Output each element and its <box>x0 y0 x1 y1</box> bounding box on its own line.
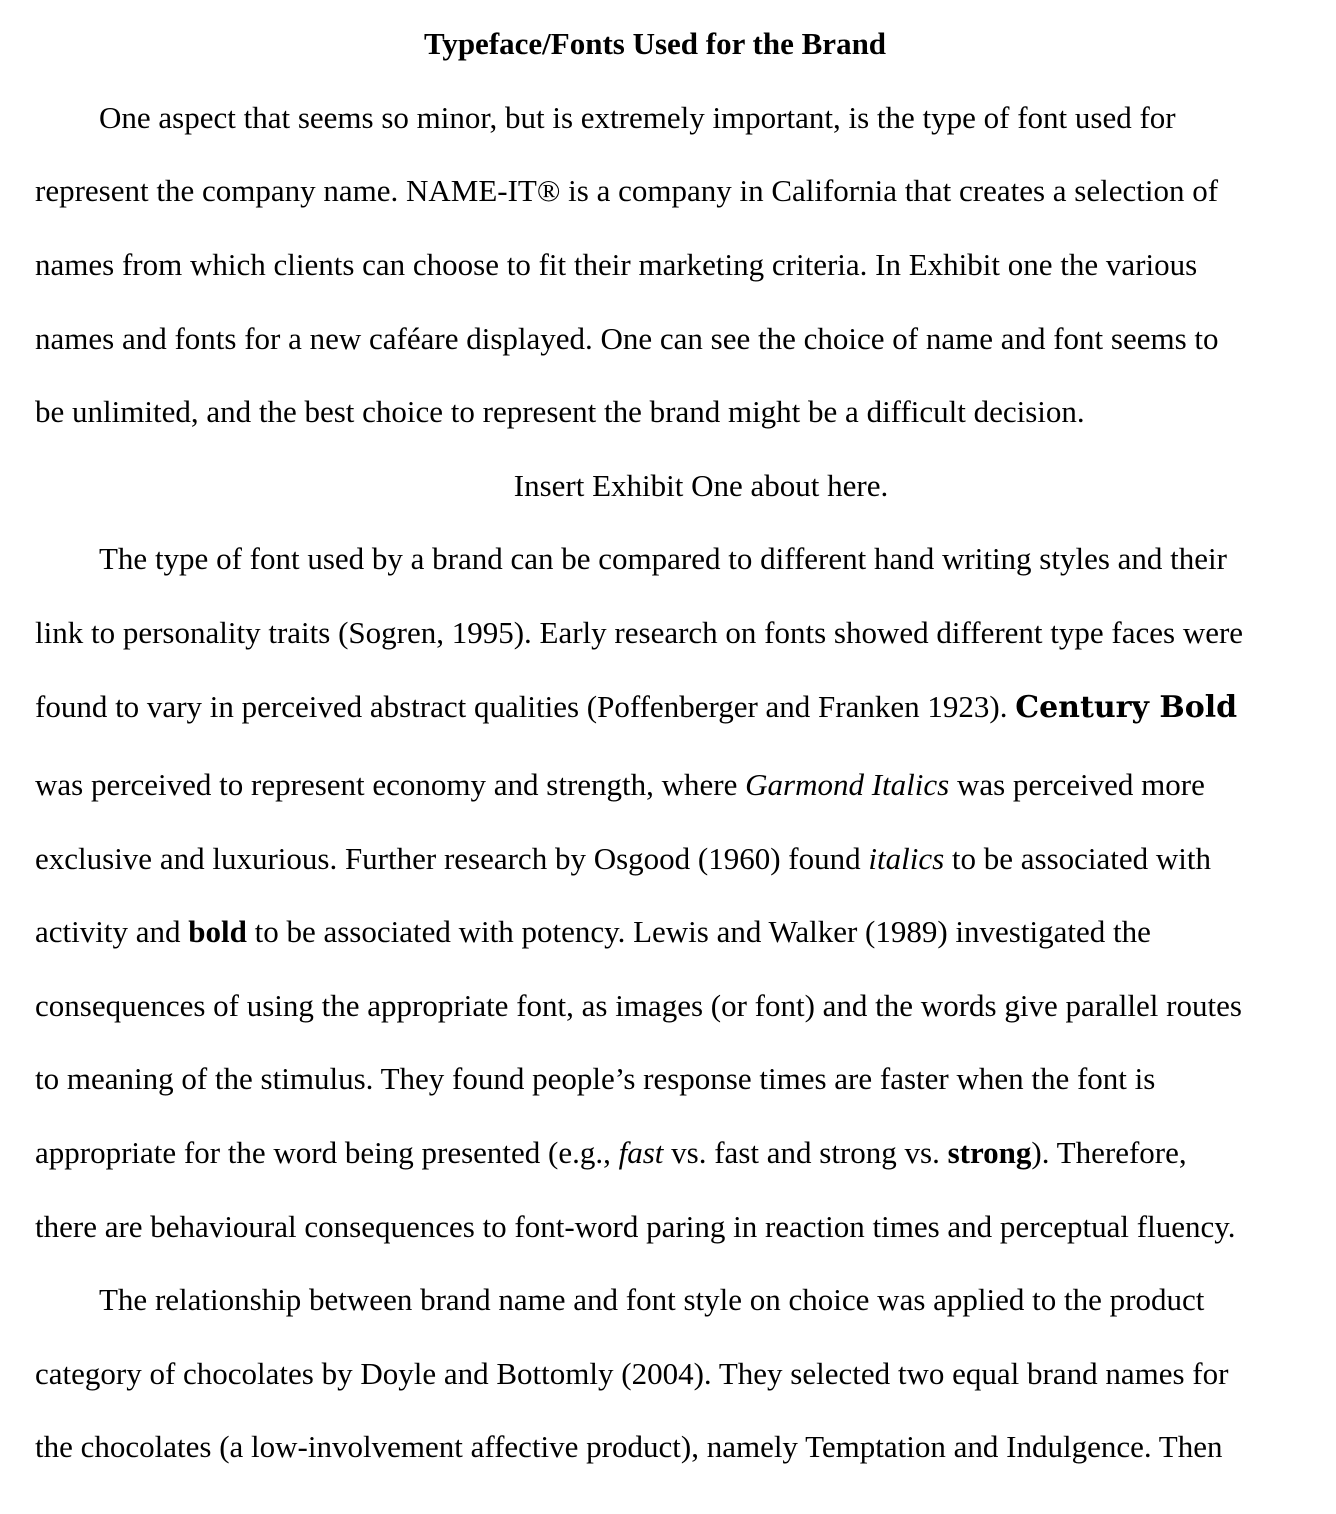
paragraph-line <box>35 839 1211 879</box>
text-run: exclusive and luxurious. Further research by Osgood (1960) found <box>35 841 869 876</box>
text-run: ). Therefore, <box>1031 1135 1187 1170</box>
paragraph-line <box>35 687 1237 727</box>
paragraph-line <box>35 765 1205 805</box>
paragraph-line: to meaning of the stimulus. They found people’s response times are faster when the font is <box>35 1061 1156 1096</box>
text-run: was perceived more <box>949 767 1205 802</box>
text-run: was perceived to represent economy and strength, where <box>35 767 746 802</box>
text-run: found to vary in perceived abstract qualities (Poffenberger and Franken 1923). <box>35 689 1016 724</box>
paragraph-line: One aspect that seems so minor, but is extremely important, is the type of font used for <box>99 100 1176 135</box>
paragraph-line <box>35 912 1151 952</box>
paragraph-line: consequences of using the appropriate font, as images (or font) and the words give parallel routes <box>35 988 1242 1023</box>
paragraph-line: link to personality traits (Sogren, 1995). Early research on fonts showed different type faces were <box>35 615 1244 650</box>
text-run: activity and <box>35 914 189 949</box>
paragraph-line: names and fonts for a new caféare displayed. One can see the choice of name and font seems to <box>35 321 1219 356</box>
paragraph-line: category of chocolates by Doyle and Bottomly (2004). They selected two equal brand names for <box>35 1356 1229 1391</box>
text-run: appropriate for the word being presented (e.g., <box>35 1135 619 1170</box>
paragraph-line: there are behavioural consequences to font-word paring in reaction times and perceptual fluency. <box>35 1209 1236 1244</box>
text-run: vs. fast and strong vs. <box>663 1135 948 1170</box>
italic-word: italics <box>868 841 945 876</box>
text-run: to be associated with potency. Lewis and Walker (1989) investigated the <box>246 914 1151 949</box>
paragraph-line: be unlimited, and the best choice to represent the brand might be a difficult decision. <box>35 394 1085 429</box>
italic-word: fast <box>618 1135 664 1170</box>
garmond-italics-sample: Garmond Italics <box>745 767 950 802</box>
section-heading: Typeface/Fonts Used for the Brand <box>423 26 887 61</box>
paragraph-line: the chocolates (a low-involvement affective product), namely Temptation and Indulgence. Then <box>35 1429 1223 1464</box>
bold-word: bold <box>188 914 247 949</box>
text-run: to be associated with <box>944 841 1212 876</box>
paragraph-line: names from which clients can choose to fit their marketing criteria. In Exhibit one the various <box>35 247 1198 282</box>
paragraph-line: The type of font used by a brand can be compared to different hand writing styles and their <box>99 541 1227 576</box>
bold-word: strong <box>947 1135 1032 1170</box>
exhibit-placeholder: Insert Exhibit One about here. <box>513 468 889 503</box>
century-bold-sample: Century Bold <box>1015 690 1238 725</box>
paragraph-line: The relationship between brand name and font style on choice was applied to the product <box>99 1282 1205 1317</box>
paragraph-line <box>35 1133 1187 1173</box>
paragraph-line: represent the company name. NAME-IT® is a company in California that creates a selection of <box>35 173 1219 208</box>
